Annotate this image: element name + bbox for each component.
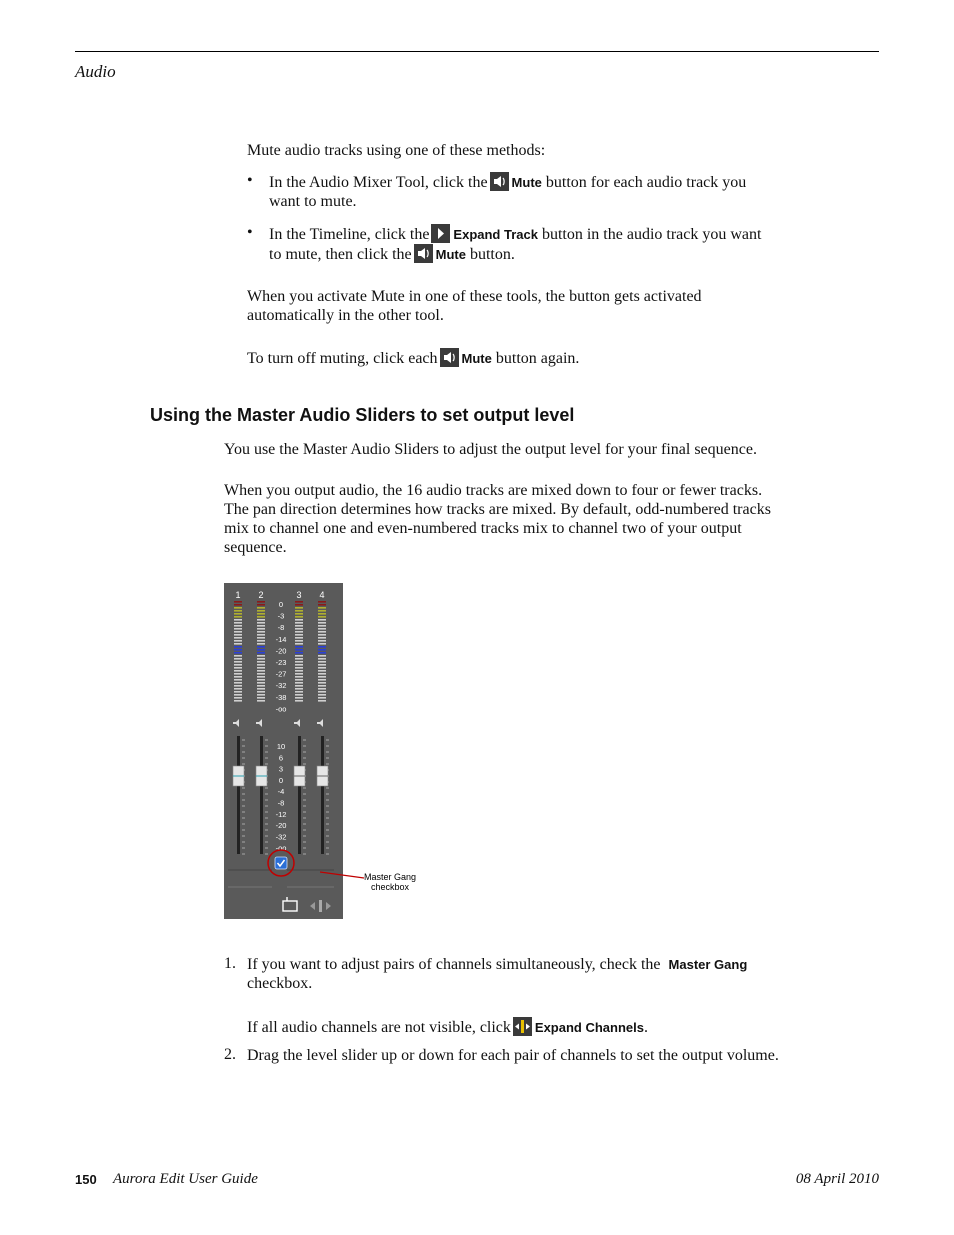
meter-segment [318,646,326,648]
meter-segment [318,610,326,612]
meter-segment [234,670,242,672]
meter-segment [295,679,303,681]
meter-segment [257,673,265,675]
meter-segment [318,649,326,651]
meter-segment [234,601,242,603]
meter-segment [295,604,303,606]
meter-segment [234,628,242,630]
turn-off-paragraph: To turn off muting, click each Mute button again. [247,350,580,367]
fader-scale-label: -12 [275,809,287,819]
meter-segment [318,682,326,684]
meter-segment [295,676,303,678]
fader-scale-label: 6 [278,753,284,763]
output-icon[interactable] [283,901,297,911]
meter-segment [318,601,326,603]
meter-segment [295,631,303,633]
meter-segment [257,685,265,687]
meter-segment [318,667,326,669]
meter-segment [318,622,326,624]
meter-segment [234,667,242,669]
meter-segment [295,613,303,615]
meter-segment [257,670,265,672]
meter-segment [318,637,326,639]
meter-segment [257,676,265,678]
meter-segment [234,631,242,633]
meter-segment [257,658,265,660]
meter-segment [318,679,326,681]
activate-paragraph: When you activate Mute in one of these tools, the button gets activated automatically in the other tool. [247,288,702,324]
meter-segment [234,607,242,609]
mute-icon[interactable] [256,719,262,727]
meter-segment [234,664,242,666]
meter-segment [257,655,265,657]
meter-segment [295,610,303,612]
fader-scale-label: -32 [275,832,287,842]
meter-scale-label: -38 [275,692,287,702]
meter-segment [257,613,265,615]
fader-scale-label: 0 [278,775,284,785]
meter-segment [234,649,242,651]
meter-segment [257,640,265,642]
use-paragraph: You use the Master Audio Sliders to adjust the output level for your final sequence. [224,441,757,458]
meter-segment [295,691,303,693]
meter-scale-label: -3 [277,611,285,621]
section-heading: Using the Master Audio Sliders to set output level [150,405,575,425]
meter-scale-label: -14 [275,634,287,644]
meter-segment [318,640,326,642]
meter-segment [234,610,242,612]
header-section-title: Audio [75,62,116,81]
meter-segment [257,637,265,639]
meter-segment [295,652,303,654]
meter-segment [234,679,242,681]
meter-segment [318,697,326,699]
meter-segment [257,616,265,618]
meter-segment [318,625,326,627]
meter-segment [295,640,303,642]
step-1: If you want to adjust pairs of channels simultaneously, check the Master Gang checkbox. [247,956,748,992]
meter-segment [257,625,265,627]
meter-segment [234,622,242,624]
meter-segment [295,637,303,639]
meter-segment [295,649,303,651]
meter-segment [295,616,303,618]
mix-paragraph: When you output audio, the 16 audio tracks are mixed down to four or fewer tracks. The pan direction determines how tracks are mixed. By default, odd-numbered tracks mix to channel one and even-numbered tracks mix to channel two of your output sequence. [224,482,771,556]
meter-segment [318,670,326,672]
callout-line [320,868,366,882]
mute-icon[interactable] [294,719,300,727]
meter-scale-label: -8 [277,623,285,633]
meter-segment [234,658,242,660]
meter-segment [318,613,326,615]
expand-channels-icon-bar [319,900,322,912]
meter-segment [257,682,265,684]
meter-segment [234,613,242,615]
meter-segment [257,697,265,699]
meter-segment [257,694,265,696]
meter-segment [295,619,303,621]
meter-segment [234,661,242,663]
mute-icon [490,172,509,191]
meter-segment [257,610,265,612]
meter-segment [295,697,303,699]
meter-segment [234,688,242,690]
meter-segment [257,649,265,651]
meter-segment [318,661,326,663]
meter-segment [318,631,326,633]
meter-segment [295,700,303,702]
meter-segment [234,604,242,606]
meter-segment [295,607,303,609]
meter-segment [318,607,326,609]
page-number: 150 [75,1172,97,1187]
meter-segment [295,673,303,675]
meter-segment [318,664,326,666]
meter-segment [295,694,303,696]
meter-segment [295,634,303,636]
meter-segment [234,616,242,618]
master-gang-checkbox[interactable] [275,857,287,869]
meter-segment [318,655,326,657]
fader-scale-label: -8 [277,798,285,808]
meter-segment [234,685,242,687]
fader-track [237,736,240,854]
meter-segment [234,682,242,684]
meter-segment [318,652,326,654]
meter-segment [234,625,242,627]
meter-segment [318,685,326,687]
expand-track-icon [431,224,450,243]
fader-scale-label: -4 [277,787,285,797]
meter-segment [234,637,242,639]
master-gang-callout: Master Gang checkbox [364,872,417,892]
meter-segment [318,643,326,645]
fader-scale-label: 3 [278,764,284,774]
step-1-number: 1. [224,955,236,972]
meter-segment [257,652,265,654]
fader-scale-label: -20 [275,821,287,831]
step-2: Drag the level slider up or down for each pair of channels to set the output volume. [247,1047,779,1064]
fader-track [321,736,324,854]
meter-segment [234,643,242,645]
meter-scale-label: -27 [275,669,287,679]
meter-scale-label: 0 [278,600,284,609]
meter-segment [257,700,265,702]
meter-segment [234,697,242,699]
meter-segment [257,646,265,648]
meter-segment [318,688,326,690]
meter-segment [257,667,265,669]
step-1-note: If all audio channels are not visible, click Expand Channels. [247,1019,648,1036]
meter-segment [234,655,242,657]
meter-scale-label: -oo [275,704,287,714]
meter-segment [295,601,303,603]
meter-segment [257,664,265,666]
meter-segment [318,634,326,636]
meter-segment [234,652,242,654]
channel-label: 3 [296,590,302,600]
meter-segment [295,646,303,648]
meter-segment [257,619,265,621]
meter-segment [257,631,265,633]
intro-text: Mute audio tracks using one of these methods: [247,142,546,159]
expand-channels-icon [513,1017,532,1036]
meter-segment [257,622,265,624]
bullet-marker: • [247,224,253,241]
meter-segment [295,682,303,684]
meter-segment [318,673,326,675]
meter-segment [234,673,242,675]
meter-segment [257,691,265,693]
meter-scale-label: -23 [275,658,287,667]
mute-icon[interactable] [317,719,323,727]
meter-segment [318,691,326,693]
meter-segment [318,676,326,678]
meter-segment [257,688,265,690]
meter-segment [257,661,265,663]
meter-segment [234,640,242,642]
meter-segment [295,667,303,669]
meter-segment [295,622,303,624]
meter-segment [318,694,326,696]
meter-scale-label: -20 [275,646,287,656]
meter-segment [295,670,303,672]
fader-track [260,736,263,854]
meter-segment [295,664,303,666]
meter-segment [257,607,265,609]
meter-segment [318,658,326,660]
meter-segment [295,655,303,657]
meter-segment [318,628,326,630]
step-2-number: 2. [224,1046,236,1063]
meter-segment [234,646,242,648]
meter-segment [318,616,326,618]
channel-label: 1 [235,590,241,600]
meter-segment [257,679,265,681]
fader-scale-label: 10 [276,742,286,751]
meter-scale-label: -32 [275,681,287,691]
meter-segment [257,604,265,606]
meter-segment [257,628,265,630]
meter-segment [295,625,303,627]
bullet-1: In the Audio Mixer Tool, click the Mute button for each audio track you want to mute. [269,174,747,210]
meter-segment [295,658,303,660]
fader-scale-label: -oo [275,843,287,853]
meter-segment [234,634,242,636]
meter-segment [295,688,303,690]
meter-segment [234,676,242,678]
meter-segment [234,691,242,693]
meter-segment [295,628,303,630]
bullet-2: In the Timeline, click the Expand Track button in the audio track you want to mute, then click the Mute button. [269,226,762,263]
meter-segment [318,604,326,606]
meter-segment [234,619,242,621]
mute-icon[interactable] [233,719,239,727]
meter-segment [234,694,242,696]
mute-icon [414,244,433,263]
header-rule [75,51,879,52]
meter-segment [318,619,326,621]
fader-track [298,736,301,854]
meter-segment [318,700,326,702]
meter-segment [295,685,303,687]
mute-icon [440,348,459,367]
meter-segment [257,601,265,603]
footer-title: Aurora Edit User Guide [113,1171,258,1187]
meter-segment [234,700,242,702]
channel-label: 2 [258,590,264,600]
meter-segment [295,661,303,663]
meter-segment [257,634,265,636]
meter-segment [257,643,265,645]
footer-date: 08 April 2010 [795,1171,879,1187]
channel-label: 4 [319,590,325,600]
bullet-marker: • [247,172,253,189]
meter-segment [295,643,303,645]
